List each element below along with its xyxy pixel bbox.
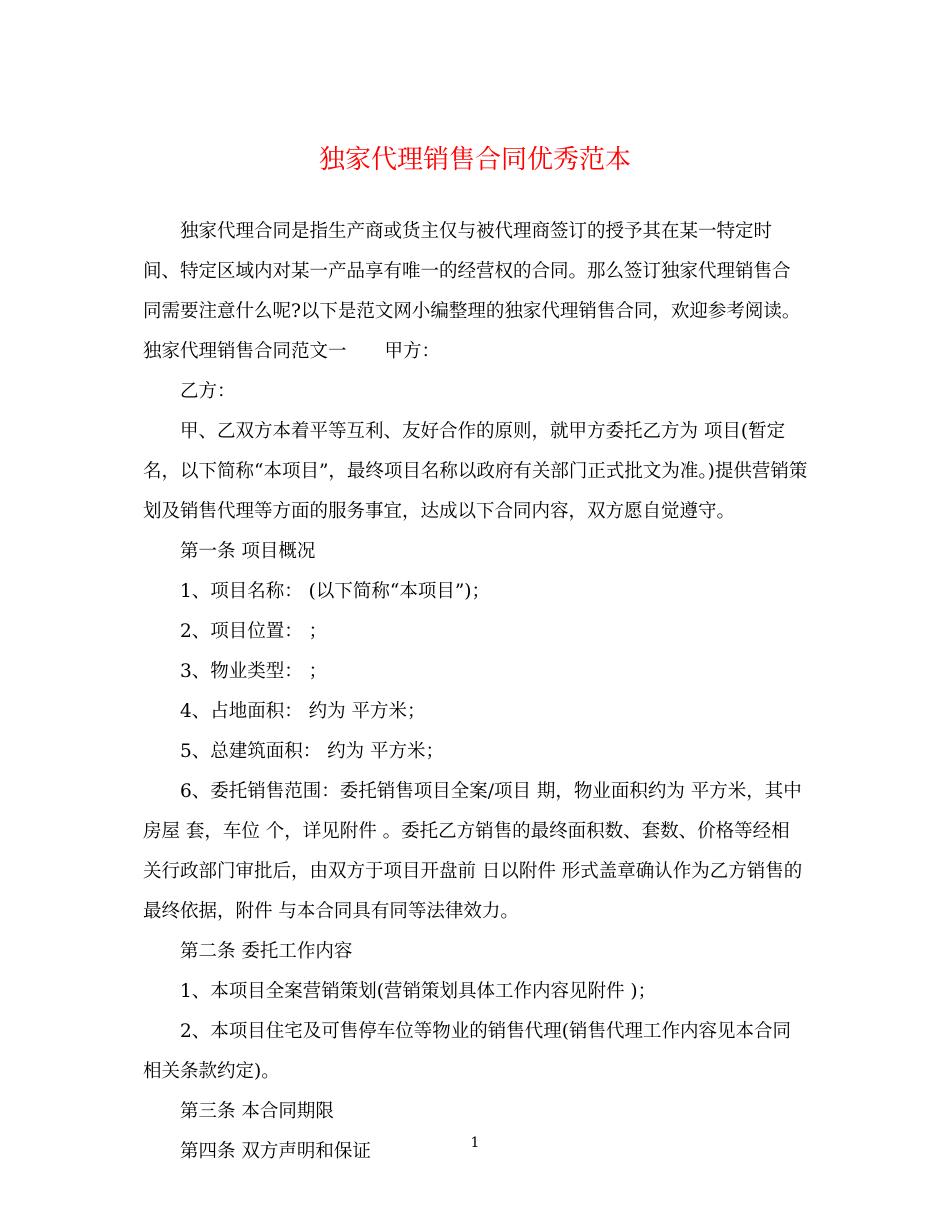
document-title: 独家代理销售合同优秀范本 (318, 145, 631, 175)
article-1-item: 4、占地面积： 约为 平方米； (180, 701, 426, 722)
article-1-item: 3、物业类型： ； (180, 661, 328, 682)
intro-paragraph: 独家代理合同是指生产商或货主仅与被代理商签订的授予其在某一特定时间、特定区域内对某一产品享有唯一的经营权的合同。那么签订独家代理销售合同需要注意什么呢?以下是范文网小编整理的独家代理销售合同，欢迎参考阅读。 (143, 221, 801, 322)
sample-heading: 独家代理销售合同范文一 (143, 341, 347, 362)
article-1-item: 1、项目名称： (以下简称“本项目”)； (180, 581, 491, 602)
article-2-item: 1、本项目全案营销策划(营销策划具体工作内容见附件 )； (180, 981, 657, 1002)
article-1-item: 5、总建筑面积： 约为 平方米； (180, 741, 445, 762)
article-3-heading: 第三条 本合同期限 (180, 1101, 334, 1122)
article-4-heading: 第四条 双方声明和保证 (180, 1141, 371, 1162)
article-1-heading: 第一条 项目概况 (180, 541, 316, 562)
article-2-heading: 第二条 委托工作内容 (180, 941, 353, 962)
document-body (143, 212, 808, 1172)
sample-heading-line (143, 332, 808, 372)
party-b-label: 乙方： (180, 381, 236, 402)
article-1-item: 6、委托销售范围：委托销售项目全案/项目 期，物业面积约为 平方米，其中房屋 套，车位 个，详见附件 。委托乙方销售的最终面积数、套数、价格等经相关行政部门审批后，由双方于项目开盘前 日以附件 形式盖章确认作为乙方销售的最终依据，附件 与本合同具有同等法律效力。 (143, 781, 803, 922)
article-1-item: 2、项目位置： ； (180, 621, 328, 642)
page-number: 1 (470, 1135, 480, 1151)
article-2-item: 2、本项目住宅及可售停车位等物业的销售代理(销售代理工作内容见本合同相关条款约定)。 (143, 1021, 791, 1082)
party-a-label: 甲方： (384, 341, 441, 362)
preamble-paragraph: 甲、乙双方本着平等互利、友好合作的原则，就甲方委托乙方为 项目(暂定名，以下简称“本项目”，最终项目名称以政府有关部门正式批文为准。)提供营销策划及销售代理等方面的服务事宜，达成以下合同内容，双方愿自觉遵守。 (143, 421, 808, 522)
